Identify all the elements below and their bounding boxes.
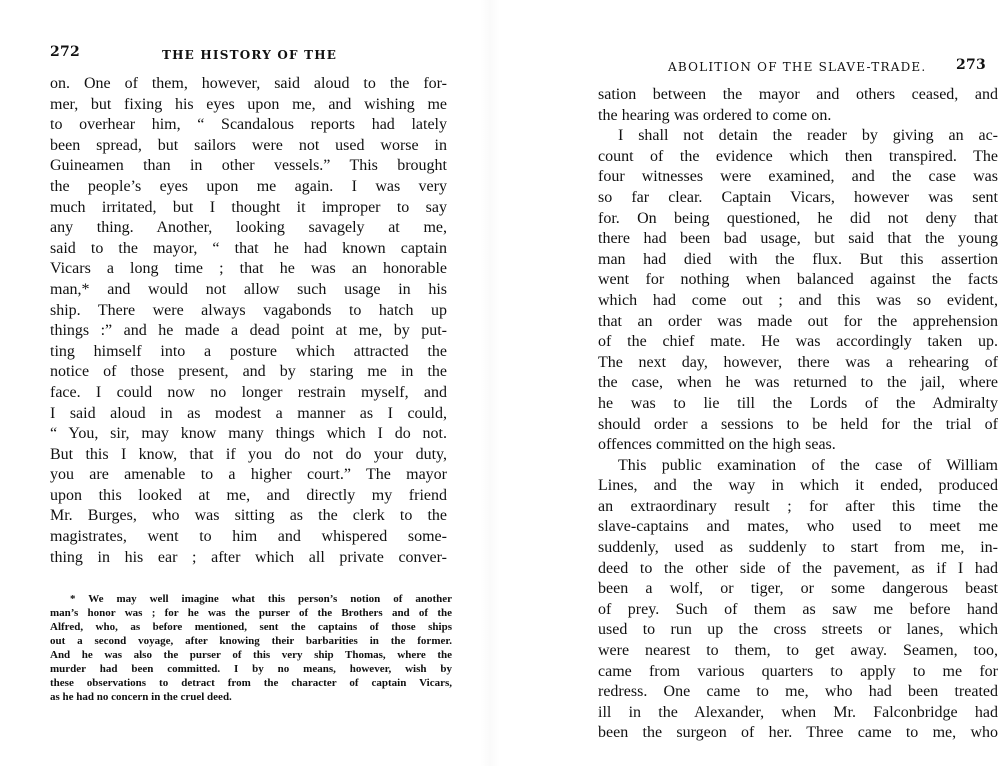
text-line: mer, but fixing his eyes upon me, and wishing me	[50, 95, 447, 113]
text-line: thing in his ear ; after which all private conver-	[50, 548, 447, 566]
text-line: the people’s eyes upon me again. I was very	[50, 177, 447, 195]
text-line: ill in the Alexander, when Mr. Falconbridge had	[598, 703, 998, 721]
text-line: Vicars a long time ; that he was an honorable	[50, 260, 447, 278]
text-line: magistrates, went to him and whispered some-	[50, 528, 447, 546]
text-line: man had died with the flux. But this assertion	[598, 250, 998, 268]
footnote-line: * We may well imagine what this person’s notion of another	[70, 593, 452, 605]
text-line: I shall not detain the reader by giving an ac-	[618, 127, 998, 145]
text-line: four witnesses were examined, and the case was	[598, 168, 998, 186]
text-line: things :” and he made a dead point at me, by put-	[50, 322, 447, 340]
text-line: suddenly, used as suddenly to start from me, in-	[598, 539, 998, 557]
text-line: redress. One came to me, who had been treated	[598, 683, 998, 701]
text-line: Guineamen than in other vessels.” This brought	[50, 157, 447, 175]
text-line: went for nothing when balanced against the facts	[598, 271, 998, 289]
text-line: so far clear. Captain Vicars, however was sent	[598, 188, 998, 206]
text-line: for. On being questioned, he did not deny that	[598, 209, 998, 227]
text-line: the hearing was ordered to come on.	[598, 106, 832, 124]
text-line: slave-captains and mates, who used to meet me	[598, 518, 998, 536]
footnote-line: murder had been committed. I by no means, however, wish by	[50, 663, 452, 675]
text-line: been the surgeon of her. Three came to me, who	[598, 724, 998, 742]
text-line: ting himself into a posture which attracted the	[50, 342, 447, 360]
footnote-line: And he was also the purser of this very ship Thomas, where the	[50, 649, 452, 661]
text-line: that an order was made out for the apprehension	[598, 312, 998, 330]
text-line: man,* and would not allow such usage in his	[50, 280, 447, 298]
right-running-head: ABOLITION OF THE SLAVE-TRADE.	[668, 60, 927, 74]
left-running-head: THE HISTORY OF THE	[162, 48, 338, 62]
text-line: he was to lie till the Lords of the Admiralty	[598, 394, 998, 412]
text-line: been a wolf, or tiger, or some dangerous beast	[598, 580, 998, 598]
text-line: should order a sessions to be held for the trial of	[598, 415, 998, 433]
text-line: said to the mayor, “ that he had known captain	[50, 239, 447, 257]
text-line: This public examination of the case of William	[618, 456, 998, 474]
text-line: any thing. Another, looking savagely at me,	[50, 219, 447, 237]
left-page-number: 272	[50, 44, 81, 60]
text-line: much irritated, but I thought it improper to say	[50, 198, 447, 216]
footnote-line: Alfred, who, as before mentioned, sent the captains of those ships	[50, 621, 452, 633]
text-line: I said aloud in as modest a manner as I could,	[50, 404, 447, 422]
text-line: ship. There were always vagabonds to hatch up	[50, 301, 447, 319]
text-line: face. I could now no longer restrain myself, and	[50, 383, 447, 401]
text-line: the case, when he was returned to the jail, where	[598, 374, 998, 392]
text-line: offences committed on the high seas.	[598, 436, 836, 454]
left-page	[0, 0, 490, 766]
text-line: count of the evidence which then transpired. The	[598, 147, 998, 165]
text-line: been spread, but sailors were not used worse in	[50, 136, 447, 154]
right-body-text	[598, 85, 998, 744]
right-page	[490, 0, 998, 766]
text-line: But this I know, that if you do not do your duty,	[50, 445, 447, 463]
text-line: of the chief mate. He was accordingly taken up.	[598, 333, 998, 351]
text-line: an extraordinary result ; for after this time the	[598, 497, 998, 515]
footnote	[50, 592, 452, 704]
footnote-line: these observations to detract from the character of captain Vicars,	[50, 677, 452, 689]
text-line: Lines, and the way in which it ended, produced	[598, 477, 998, 495]
footnote-line: as he had no concern in the cruel deed.	[50, 691, 232, 703]
footnote-line: out a second voyage, after knowing their barbarities in the former.	[50, 635, 452, 647]
text-line: on. One of them, however, said aloud to the for-	[50, 75, 447, 92]
text-line: were nearest to them, to get away. Seamen, too,	[598, 642, 998, 660]
text-line: to overhear him, “ Scandalous reports had lately	[50, 116, 447, 134]
text-line: “ You, sir, may know many things which I do not.	[50, 425, 447, 443]
text-line: came from various quarters to apply to me for	[598, 662, 998, 680]
text-line: which had come out ; and this was so evident,	[598, 291, 998, 309]
footnote-line: man’s honor was ; for he was the purser of the Brothers and of the	[50, 607, 452, 619]
text-line: notice of those present, and by staring me in the	[50, 363, 447, 381]
text-line: sation between the mayor and others ceased, and	[598, 86, 998, 103]
text-line: deed to the other side of the pavement, as if I had	[598, 559, 998, 577]
left-body-text	[50, 74, 447, 568]
right-page-number: 273	[956, 57, 987, 73]
text-line: upon this looked at me, and directly my friend	[50, 486, 447, 504]
text-line: you are amenable to a higher court.” The mayor	[50, 466, 447, 484]
text-line: used to run up the cross streets or lanes, which	[598, 621, 998, 639]
text-line: Mr. Burges, who was sitting as the clerk to the	[50, 507, 447, 525]
text-line: The next day, however, there was a rehearing of	[598, 353, 998, 371]
text-line: there had been bad usage, but said that the young	[598, 230, 998, 248]
text-line: of prey. Such of them as saw me before hand	[598, 600, 998, 618]
